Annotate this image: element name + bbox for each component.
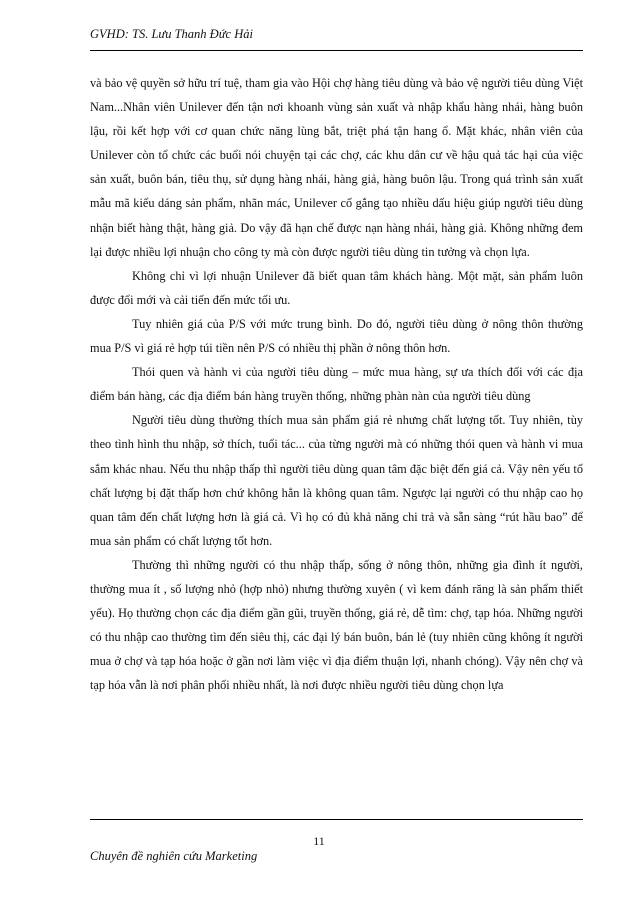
paragraph: và bảo vệ quyền sở hữu trí tuệ, tham gia vào Hội chợ hàng tiêu dùng và bảo vệ người tiêu dùng Việt Nam...Nhân viên Unilever đến tận nơi khoanh vùng sản xuất và nhập khẩu hàng nhái, hàng buôn lậu, rồi kết hợp với cơ quan chức năng lùng bắt, triệt phá tận hang ổ. Mặt khác, nhân viên của Unilever còn tổ chức các buổi nói chuyện tại các chợ, các khu dân cư về hậu quả tác hại của việc sản xuất, buôn bán, tiêu thụ, sử dụng hàng nhái, hàng giả, hàng buôn lậu. Trong quá trình sản xuất mẫu mã kiểu dáng sản phẩm, nhãn mác, Unilever cố gắng tạo nhiều dấu hiệu giúp người tiêu dùng nhận biết hàng thật, hàng giả. Do vậy đã hạn chế được nạn hàng nhái, hàng giả. Không những đem lại được nhiều lợi nhuận cho công ty mà còn được người tiêu dùng tin tưởng và chọn lựa.: [90, 76, 583, 259]
paragraph: Không chỉ vì lợi nhuận Unilever đã biết quan tâm khách hàng. Một mặt, sản phẩm luôn được đổi mới và cải tiến đến mức tối ưu.: [90, 268, 583, 307]
header-divider: [90, 50, 583, 51]
footer-divider: [90, 819, 583, 820]
page-footer: Chuyên đề nghiên cứu Marketing: [90, 849, 258, 863]
page-number: 11: [313, 834, 325, 848]
paragraph: Tuy nhiên giá của P/S với mức trung bình. Do đó, người tiêu dùng ở nông thôn thường mua P/S vì giá rẻ hợp túi tiền nên P/S có nhiều thị phần ở nông thôn hơn.: [90, 316, 583, 356]
paragraph: Người tiêu dùng thường thích mua sản phẩm giá rẻ nhưng chất lượng tốt. Tuy nhiên, tùy theo tình hình thu nhập, sở thích, tuổi tác... của từng người mà có những thói quen và hành vi mua sắm khác nhau. Nếu thu nhập thấp thì người tiêu dùng quan tâm đặc biệt đến giá cả. Vậy nên yếu tố chất lượng bị đặt thấp hơn chứ không hẳn là không quan tâm. Ngược lại người có thu nhập cao họ quan tâm đến chất lượng hơn là giá cả. Vì họ có đủ khả năng chi trả và sẵn sàng “rút hầu bao” để mua sản phẩm có chất lượng tốt hơn.: [90, 413, 583, 548]
paragraph: Thói quen và hành vi của người tiêu dùng – mức mua hàng, sự ưa thích đối với các địa điểm bán hàng, các địa điểm bán hàng truyền thống, những phàn nàn của người tiêu dùng: [90, 365, 583, 404]
page-header: GVHD: TS. Lưu Thanh Đức Hải: [90, 27, 253, 41]
paragraph: Thường thì những người có thu nhập thấp, sống ở nông thôn, những gia đình ít người, thường mua ít , số lượng nhỏ (hợp nhỏ) nhưng thường xuyên ( vì kem đánh răng là sản phẩm thiết yếu). Họ thường chọn các địa điểm gần gũi, truyền thống, giá rẻ, dễ tìm: chợ, tạp hóa. Những người có thu nhập cao thường tìm đến siêu thị, các đại lý bán buôn, bán lẻ (tuy nhiên cũng không ít người mua ở chợ và tạp hóa hoặc ở gần nơi làm việc vì địa điểm thuận lợi, nhanh chóng). Vậy nên chợ và tạp hóa vẫn là nơi phân phối nhiều nhất, là nơi được nhiều người tiêu dùng chọn lựa: [90, 557, 583, 693]
body-text: [90, 71, 583, 697]
